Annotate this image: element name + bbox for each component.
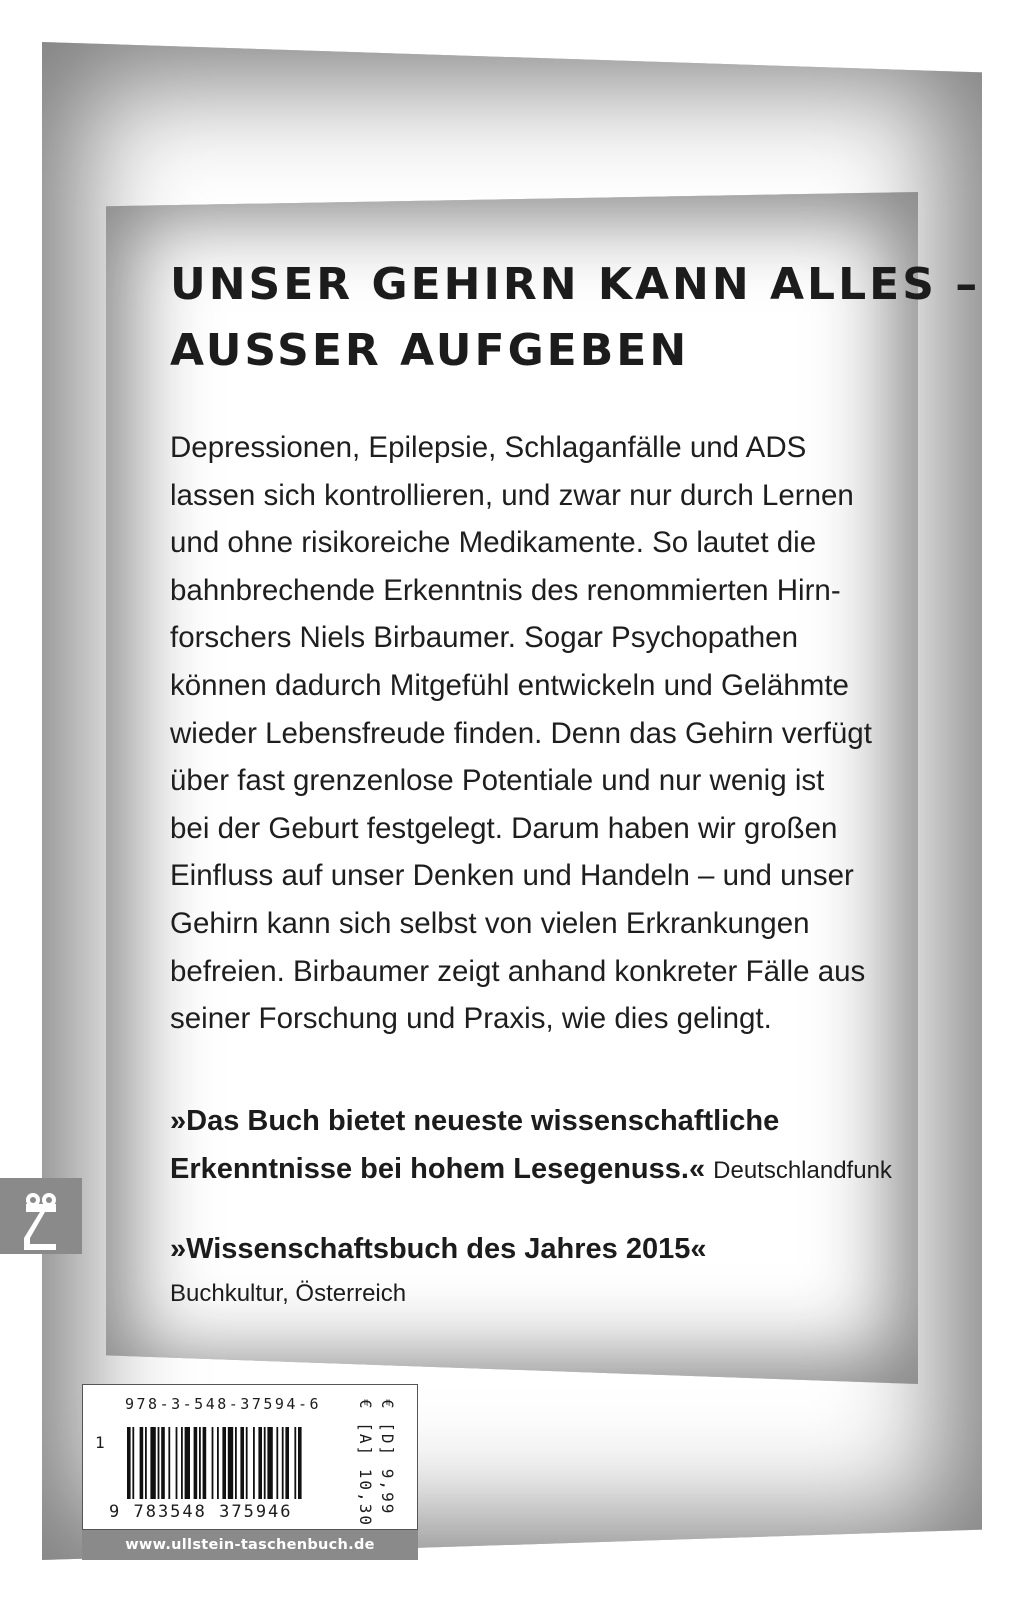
barcode-bar [285,1427,289,1499]
owl-icon [0,1178,82,1254]
barcode-bar [253,1427,255,1499]
press-quote-1-line-2: Erkenntnisse bei hohem Lesegenuss.« [170,1152,706,1185]
barcode-bar [240,1427,244,1499]
barcode-bar [264,1427,266,1499]
publisher-url: www.ullstein-taschenbuch.de [82,1530,418,1560]
barcode-bar [150,1427,155,1499]
blurb-line: lassen sich kontrollieren, und zwar nur durch Lernen [170,478,854,512]
barcode-bar [282,1427,284,1499]
headline [170,252,981,384]
barcode-bar [127,1427,131,1499]
back-cover-content [170,252,981,1309]
barcode-block [82,1384,418,1530]
barcode-bar [276,1427,278,1499]
press-quote-1 [170,1097,910,1195]
blurb-line: forschers Niels Birbaumer. Sogar Psychopathen [170,621,798,655]
barcode-bar [168,1427,170,1499]
barcode-bar [140,1427,144,1499]
barcode-bar [161,1427,165,1499]
barcode-bar [181,1427,183,1499]
barcode-bar [212,1427,214,1499]
barcode-bar [294,1427,296,1499]
barcode-bar [145,1427,147,1499]
barcode-bar [228,1427,233,1499]
barcode-bar [298,1427,302,1499]
barcode-bar [258,1427,262,1499]
press-quote-2: »Wissenschaftsbuch des Jahres 2015« [170,1232,707,1265]
barcode-lead-digit: 1 [95,1433,105,1452]
owl-logo-svg [0,1178,82,1254]
barcode-bar [132,1427,134,1499]
blurb-line: können dadurch Mitgefühl entwickeln und Gelähmte [170,668,849,702]
barcode-bar [203,1427,207,1499]
blurb [170,424,910,1043]
barcode-bar [217,1427,219,1499]
isbn-text: 978-3-548-37594-6 [125,1395,322,1413]
barcode-bar [199,1427,201,1499]
press-quote-2-source: Buchkultur, Österreich [170,1279,407,1307]
blurb-line: und ohne risikoreiche Medikamente. So lautet die [170,526,817,560]
barcode-bar [185,1427,190,1499]
blurb-line: seiner Forschung und Praxis, wie dies gelingt. [170,1002,772,1036]
blurb-line: Depressionen, Epilepsie, Schlaganfälle und ADS [170,431,807,464]
blurb-line: über fast grenzenlose Potentiale und nur wenig ist [170,764,825,798]
blurb-line: Einfluss auf unser Denken und Handeln – und unser [170,859,854,893]
barcode-bars [127,1427,359,1499]
headline-line-2: AUSSER AUFGEBEN [170,325,690,376]
barcode-bar [235,1427,237,1499]
barcode-bar [246,1427,248,1499]
barcode-bar [222,1427,226,1499]
press-quote-1-line-1: »Das Buch bietet neueste wissenschaftliche [170,1104,780,1137]
barcode-bar [267,1427,272,1499]
blurb-line: bei der Geburt festgelegt. Darum haben wir großen [170,811,838,845]
blurb-line: Gehirn kann sich selbst von vielen Erkrankungen [170,906,810,940]
headline-line-1: UNSER GEHIRN KANN ALLES – [170,259,981,310]
barcode-digits: 9 783548 375946 [109,1502,293,1522]
price-germany: € [D] 9,99 [378,1399,397,1516]
blurb-line: wieder Lebensfreude finden. Denn das Gehirn verfügt [170,716,872,750]
blurb-line: bahnbrechende Erkenntnis des renommierten Hirn- [170,573,841,607]
price-austria: € [A] 10,30 [356,1399,375,1527]
barcode-bar [158,1427,160,1499]
blurb-line: befreien. Birbaumer zeigt anhand konkreter Fälle aus [170,954,866,988]
barcode-bar [194,1427,198,1499]
barcode-bar [176,1427,178,1499]
press-quote-1-source: Deutschlandfunk [713,1156,892,1184]
